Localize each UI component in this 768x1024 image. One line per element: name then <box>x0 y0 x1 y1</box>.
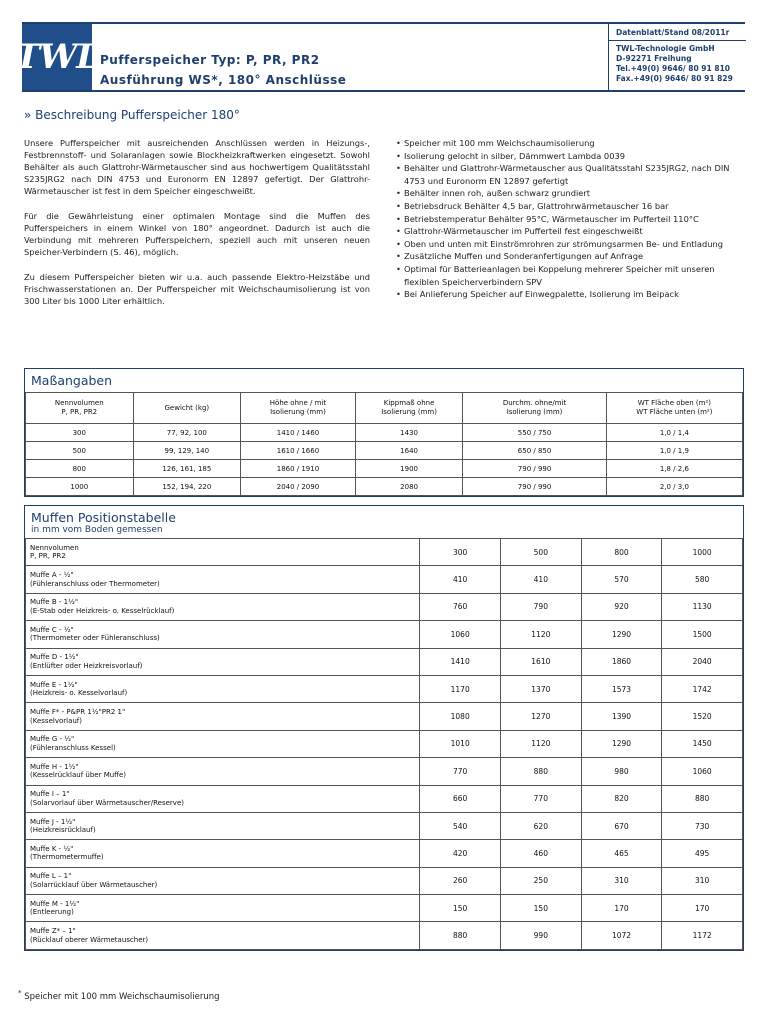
row-label-title: Nennvolumen <box>30 543 79 552</box>
table-cell: 770 <box>420 758 501 785</box>
description-text <box>24 137 370 320</box>
table-row <box>26 922 743 949</box>
feature-item: • Bei Anlieferung Speicher auf Einwegpalette, Isolierung im Beipack <box>396 288 751 301</box>
table-row <box>26 730 743 757</box>
table-row <box>26 593 743 620</box>
row-label <box>26 785 420 812</box>
col-header <box>241 393 356 424</box>
table-cell: 300 <box>420 539 501 566</box>
row-label-desc: (Kesselrücklauf über Muffe) <box>30 771 127 780</box>
table-cell: 980 <box>581 758 662 785</box>
col-header <box>606 393 742 424</box>
row-label-desc: (Entlüfter oder Heizkreisvorlauf) <box>30 661 143 670</box>
table-cell: 790 / 990 <box>463 478 606 496</box>
table-row <box>26 785 743 812</box>
fittings-panel <box>24 505 744 951</box>
row-label-desc: (Solarvorlauf über Wärmetauscher/Reserve) <box>30 798 184 807</box>
row-label-desc: (Heizkreisrücklauf) <box>30 826 96 835</box>
table-cell: 820 <box>581 785 662 812</box>
fittings-table <box>25 538 743 950</box>
row-label-title: Muffe D - 1½" <box>30 653 79 662</box>
row-label-desc: (Heizkreis- o. Kesselvorlauf) <box>30 689 128 698</box>
table-row <box>26 478 743 496</box>
table-cell: 250 <box>501 867 582 894</box>
feature-item: • Behälter innen roh, außen schwarz grundiert <box>396 187 751 200</box>
company-address: D-92271 Freihung <box>616 54 692 63</box>
table-cell: 495 <box>662 840 743 867</box>
row-label-desc: (Solarrücklauf über Wärmetauscher) <box>30 880 158 889</box>
feature-item: • Isolierung gelocht in silber, Dämmwert Lambda 0039 <box>396 150 751 163</box>
row-label-desc: (Fühleranschluss Kessel) <box>30 743 116 752</box>
row-label-desc: (Entleerung) <box>30 908 74 917</box>
table-cell: 650 / 850 <box>463 442 606 460</box>
row-label <box>26 895 420 922</box>
row-label <box>26 566 420 593</box>
table-row <box>26 460 743 478</box>
table-cell: 1450 <box>662 730 743 757</box>
col-header <box>355 393 463 424</box>
row-label-title: Muffe M - 1½" <box>30 899 80 908</box>
table-cell: 1610 <box>501 648 582 675</box>
col-header-line: WT Fläche oben (m²) <box>637 399 712 407</box>
table-row <box>26 566 743 593</box>
table-cell: 990 <box>501 922 582 949</box>
row-label <box>26 703 420 730</box>
table-cell: 1010 <box>420 730 501 757</box>
table-cell: 670 <box>581 812 662 839</box>
row-label <box>26 730 420 757</box>
table-row <box>26 648 743 675</box>
table-row <box>26 867 743 894</box>
table-cell: 310 <box>581 867 662 894</box>
row-label-title: Muffe A - ½" <box>30 571 74 580</box>
fittings-header-row <box>26 539 743 566</box>
document-title <box>100 50 346 90</box>
row-label <box>26 539 420 566</box>
col-header-line: Kippmaß ohne <box>383 399 435 407</box>
table-cell: 880 <box>662 785 743 812</box>
dimensions-header-row <box>26 393 743 424</box>
row-label-title: Muffe F* - P&PR 1½"PR2 1" <box>30 708 126 717</box>
table-cell: 920 <box>581 593 662 620</box>
table-cell: 1742 <box>662 675 743 702</box>
table-cell: 260 <box>420 867 501 894</box>
table-cell: 540 <box>420 812 501 839</box>
table-cell: 410 <box>501 566 582 593</box>
row-label-title: Muffe H - 1½" <box>30 762 79 771</box>
row-label-desc: P, PR, PR2 <box>30 552 66 561</box>
table-row <box>26 895 743 922</box>
row-label <box>26 922 420 949</box>
table-cell: 790 / 990 <box>463 460 606 478</box>
table-cell: 1900 <box>355 460 463 478</box>
table-cell: 2040 / 2090 <box>241 478 356 496</box>
row-label-title: Muffe K - ½" <box>30 844 74 853</box>
row-label-title: Muffe I – 1" <box>30 790 70 799</box>
table-cell: 1170 <box>420 675 501 702</box>
row-label-title: Muffe G - ½" <box>30 735 75 744</box>
row-label-title: Muffe J - 1½" <box>30 817 76 826</box>
table-cell: 580 <box>662 566 743 593</box>
col-header-line: Isolierung (mm) <box>506 408 563 416</box>
table-cell: 880 <box>501 758 582 785</box>
col-header-line: Durchm. ohne/mit <box>502 399 567 407</box>
table-cell: 2,0 / 3,0 <box>606 478 742 496</box>
table-cell: 790 <box>501 593 582 620</box>
feature-item: • Glattrohr-Wärmetauscher im Pufferteil fest eingeschweißt <box>396 225 751 238</box>
col-header-line: P, PR, PR2 <box>61 408 98 416</box>
col-header <box>463 393 606 424</box>
table-cell: 880 <box>420 922 501 949</box>
table-cell: 150 <box>420 895 501 922</box>
row-label-title: Muffe Z* – 1" <box>30 927 76 936</box>
table-row <box>26 675 743 702</box>
table-cell: 1860 / 1910 <box>241 460 356 478</box>
table-cell: 1573 <box>581 675 662 702</box>
dimensions-table <box>25 392 743 496</box>
row-label-title: Muffe C - ½" <box>30 625 74 634</box>
table-cell: 77, 92, 100 <box>133 424 241 442</box>
table-cell: 2040 <box>662 648 743 675</box>
table-cell: 1120 <box>501 730 582 757</box>
table-row <box>26 621 743 648</box>
table-cell: 1290 <box>581 730 662 757</box>
table-cell: 1430 <box>355 424 463 442</box>
col-header-line: Nennvolumen <box>54 399 104 407</box>
header-bar <box>14 22 745 92</box>
table-cell: 300 <box>26 424 134 442</box>
description-paragraph: Zu diesem Pufferspeicher bieten wir u.a. auch passende Elektro-Heizstäbe und Frischwasserstationen an. Der Pufferspeicher mit Weichschaumisolierung ist von 300 Liter bis 1000 Liter erhältlich. <box>24 272 370 306</box>
feature-item: • Speicher mit 100 mm Weichschaumisolierung <box>396 137 751 150</box>
fittings-subtitle: in mm vom Boden gemessen <box>31 525 163 535</box>
table-cell: 1060 <box>420 621 501 648</box>
row-label <box>26 867 420 894</box>
table-cell: 760 <box>420 593 501 620</box>
title-line-2: Ausführung WS*, 180° Anschlüsse <box>100 73 347 87</box>
table-cell: 410 <box>420 566 501 593</box>
table-cell: 800 <box>581 539 662 566</box>
table-row <box>26 812 743 839</box>
table-cell: 170 <box>662 895 743 922</box>
row-label-title: Muffe L – 1" <box>30 872 72 881</box>
row-label-desc: (Fühleranschluss oder Thermometer) <box>30 579 160 588</box>
feature-item: • Oben und unten mit Einströmrohren zur strömungsarmen Be- und Entladung <box>396 238 751 251</box>
table-cell: 1270 <box>501 703 582 730</box>
table-row <box>26 442 743 460</box>
table-cell: 99, 129, 140 <box>133 442 241 460</box>
table-cell: 1172 <box>662 922 743 949</box>
company-info-box <box>608 24 746 90</box>
col-header-line: Gewicht (kg) <box>164 403 210 412</box>
description-heading: » Beschreibung Pufferspeicher 180° <box>24 108 240 122</box>
table-cell: 1120 <box>501 621 582 648</box>
table-cell: 620 <box>501 812 582 839</box>
table-row <box>26 758 743 785</box>
row-label <box>26 648 420 675</box>
table-cell: 1520 <box>662 703 743 730</box>
table-cell: 1130 <box>662 593 743 620</box>
table-cell: 2080 <box>355 478 463 496</box>
table-cell: 150 <box>501 895 582 922</box>
table-row <box>26 840 743 867</box>
footnote <box>18 988 220 1002</box>
table-row <box>26 424 743 442</box>
feature-item: • Betriebsdruck Behälter 4,5 bar, Glattrohrwärmetauscher 16 bar <box>396 200 751 213</box>
row-label <box>26 593 420 620</box>
table-cell: 460 <box>501 840 582 867</box>
feature-list <box>396 137 751 301</box>
table-cell: 660 <box>420 785 501 812</box>
contact-block <box>609 41 746 84</box>
table-cell: 1370 <box>501 675 582 702</box>
col-header-line: Höhe ohne / mit <box>269 399 327 407</box>
col-header-line: Isolierung (mm) <box>270 408 326 416</box>
table-cell: 1,0 / 1,9 <box>606 442 742 460</box>
table-cell: 1060 <box>662 758 743 785</box>
row-label <box>26 621 420 648</box>
company-name: TWL-Technologie GmbH <box>616 44 715 53</box>
row-label-desc: (Thermometermuffe) <box>30 853 104 862</box>
table-cell: 500 <box>501 539 582 566</box>
row-label-desc: (E-Stab oder Heizkreis- o. Kesselrücklauf) <box>30 606 175 615</box>
table-cell: 550 / 750 <box>463 424 606 442</box>
table-cell: 465 <box>581 840 662 867</box>
row-label-title: Muffe B - 1½" <box>30 598 79 607</box>
row-label-desc: (Kesselvorlauf) <box>30 716 82 725</box>
table-cell: 420 <box>420 840 501 867</box>
table-cell: 1000 <box>26 478 134 496</box>
footnote-mark: * <box>18 988 22 997</box>
table-cell: 1610 / 1660 <box>241 442 356 460</box>
table-cell: 1000 <box>662 539 743 566</box>
col-header <box>26 393 134 424</box>
row-label-desc: (Rücklauf oberer Wärmetauscher) <box>30 935 149 944</box>
row-label-desc: (Thermometer oder Fühleranschluss) <box>30 634 160 643</box>
table-cell: 1080 <box>420 703 501 730</box>
col-header-line: WT Fläche unten (m²) <box>636 408 713 416</box>
feature-item: • Zusätzliche Muffen und Sonderanfertigungen auf Anfrage <box>396 250 751 263</box>
row-label <box>26 812 420 839</box>
feature-item: • Optimal für Batterieanlagen bei Koppelung mehrerer Speicher mit unseren flexiblen Speicherverbindern SPV <box>396 263 751 288</box>
row-label <box>26 758 420 785</box>
footnote-text: Speicher mit 100 mm Weichschaumisolierung <box>24 991 220 1002</box>
company-fax: Fax.+49(0) 9646/ 80 91 829 <box>616 74 733 83</box>
table-cell: 800 <box>26 460 134 478</box>
dimensions-title: Maßangaben <box>31 373 113 388</box>
row-label <box>26 675 420 702</box>
table-cell: 1072 <box>581 922 662 949</box>
table-cell: 1500 <box>662 621 743 648</box>
table-cell: 1410 <box>420 648 501 675</box>
col-header <box>133 393 241 424</box>
table-cell: 152, 194, 220 <box>133 478 241 496</box>
datasheet-date: Datenblatt/Stand 08/2011r <box>609 24 746 41</box>
table-cell: 730 <box>662 812 743 839</box>
table-cell: 1410 / 1460 <box>241 424 356 442</box>
table-cell: 170 <box>581 895 662 922</box>
col-header-line: Isolierung (mm) <box>381 408 437 416</box>
twl-logo: TWL <box>22 24 92 90</box>
fittings-title: Muffen Positionstabelle <box>31 510 176 525</box>
table-cell: 1290 <box>581 621 662 648</box>
table-cell: 126, 161, 185 <box>133 460 241 478</box>
table-cell: 1390 <box>581 703 662 730</box>
description-paragraph: Für die Gewährleistung einer optimalen Montage sind die Muffen des Pufferspeichers in einem Winkel von 180° angeordnet. Dadurch ist auch die Verbindung mit mehreren Pufferspeichern, speziell auch mit unseren neuen Speicher-Verbindern (S. 46), möglich. <box>24 211 370 257</box>
feature-item: • Betriebstemperatur Behälter 95°C, Wärmetauscher im Pufferteil 110°C <box>396 213 751 226</box>
table-cell: 1640 <box>355 442 463 460</box>
dimensions-panel <box>24 368 744 497</box>
table-cell: 1860 <box>581 648 662 675</box>
table-row <box>26 703 743 730</box>
table-cell: 770 <box>501 785 582 812</box>
description-paragraph: Unsere Pufferspeicher mit ausreichenden Anschlüssen werden in Heizungs-, Festbrennstoff- und Solaranlagen sowie Blockheizkraftwerken eingesetzt. Sowohl Behälter als auch Glattrohr-Wärmetauscher sind aus hochwertigem Qualitätsstahl S235JRG2 nach DIN 4753 und Euronorm EN 12897 gefertigt. Der Glattrohr-Wärmetauscher ist fest in dem Speicher eingeschweißt. <box>24 138 370 196</box>
table-cell: 310 <box>662 867 743 894</box>
row-label-title: Muffe E - 1½" <box>30 680 78 689</box>
table-cell: 1,0 / 1,4 <box>606 424 742 442</box>
company-tel: Tel.+49(0) 9646/ 80 91 810 <box>616 64 731 73</box>
title-line-1: Pufferspeicher Typ: P, PR, PR2 <box>100 53 320 67</box>
table-cell: 500 <box>26 442 134 460</box>
table-cell: 570 <box>581 566 662 593</box>
row-label <box>26 840 420 867</box>
feature-item: • Behälter und Glattrohr-Wärmetauscher aus Qualitätsstahl S235JRG2, nach DIN 4753 und Euronorm EN 12897 gefertigt <box>396 162 751 187</box>
table-cell: 1,8 / 2,6 <box>606 460 742 478</box>
